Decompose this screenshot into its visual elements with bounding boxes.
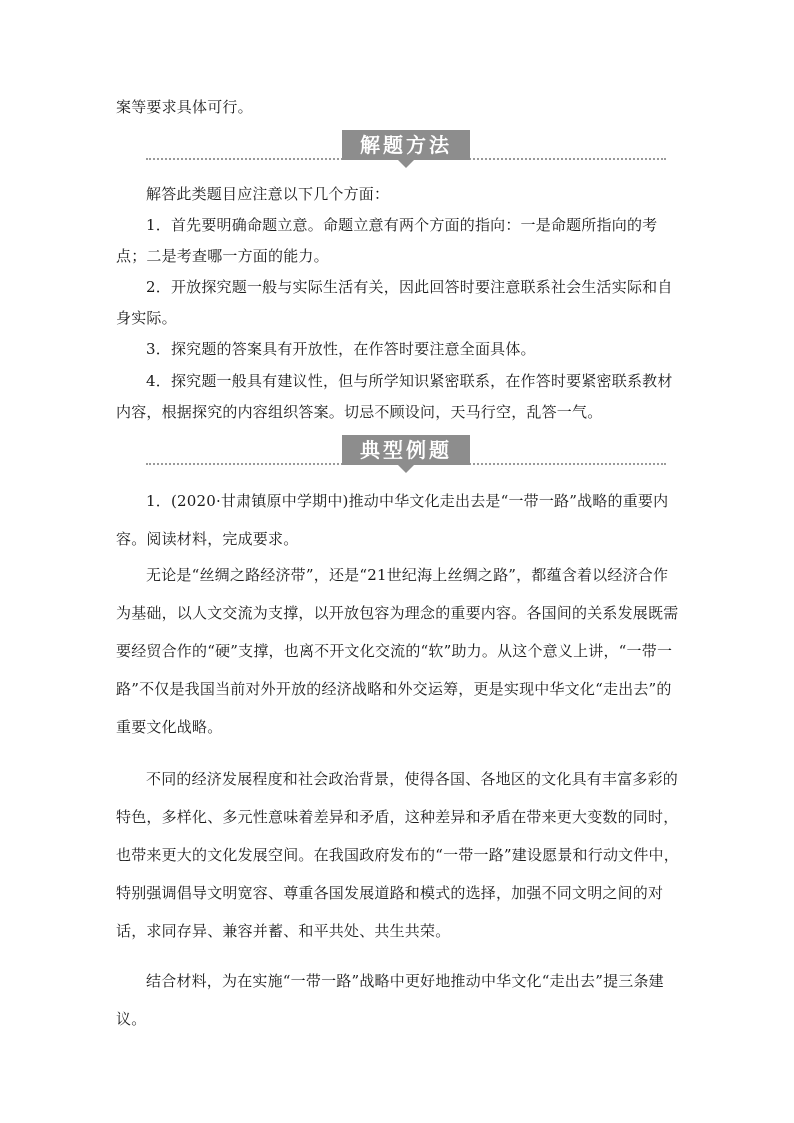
banner-pointer-icon xyxy=(398,465,414,473)
section-title: 解题方法 xyxy=(342,130,470,160)
method-point-1: 1．首先要明确命题立意。命题立意有两个方面的指向：一是命题所指向的考点；二是考查哪一方面的能力。 xyxy=(116,216,658,265)
question-task-text: 结合材料，为在实施“一带一路”战略中更好地推动中华文化“走出去”提三条建议。 xyxy=(116,972,664,1028)
method-lead-text: 解答此类题目应注意以下几个方面： xyxy=(146,185,390,203)
section-banner-solving-method xyxy=(146,130,666,170)
material-paragraph-1: 无论是“丝绸之路经济带”，还是“21世纪海上丝绸之路”，都蕴含着以经济合作为基础，以人文交流为支撑，以开放包容为理念的重要内容。各国间的关系发展既需要经贸合作的“硬”支撑，也离不开文化交流的“软”助力。从这个意义上讲，“一带一路”不仅是我国当前对外开放的经济战略和外交运筹，更是实现中华文化“走出去”的重要文化战略。 xyxy=(116,566,679,736)
section-banner-typical-example xyxy=(146,435,666,475)
method-point-3: 3．探究题的答案具有开放性，在作答时要注意全面具体。 xyxy=(146,340,536,358)
question-intro-text: 1．(2020·甘肃镇原中学期中)推动中华文化走出去是“一带一路”战略的重要内容。阅读材料，完成要求。 xyxy=(116,492,669,548)
section-title: 典型例题 xyxy=(342,435,470,465)
banner-pointer-icon xyxy=(398,160,414,168)
intro-tail-text: 案等要求具体可行。 xyxy=(116,98,253,116)
method-point-4: 4．探究题一般具有建议性，但与所学知识紧密联系，在作答时要紧密联系教材内容，根据探究的内容组织答案。切忌不顾设问，天马行空，乱答一气。 xyxy=(116,372,673,421)
material-paragraph-2: 不同的经济发展程度和社会政治背景，使得各国、各地区的文化具有丰富多彩的特色，多样化、多元性意味着差异和矛盾，这种差异和矛盾在带来更大变数的同时，也带来更大的文化发展空间。在我国政府发布的“一带一路”建设愿景和行动文件中，特别强调倡导文明宽容、尊重各国发展道路和模式的选择，加强不同文明之间的对话，求同存异、兼容并蓄、和平共处、共生共荣。 xyxy=(116,770,679,940)
method-point-2: 2．开放探究题一般与实际生活有关，因此回答时要注意联系社会生活实际和自身实际。 xyxy=(116,278,673,327)
